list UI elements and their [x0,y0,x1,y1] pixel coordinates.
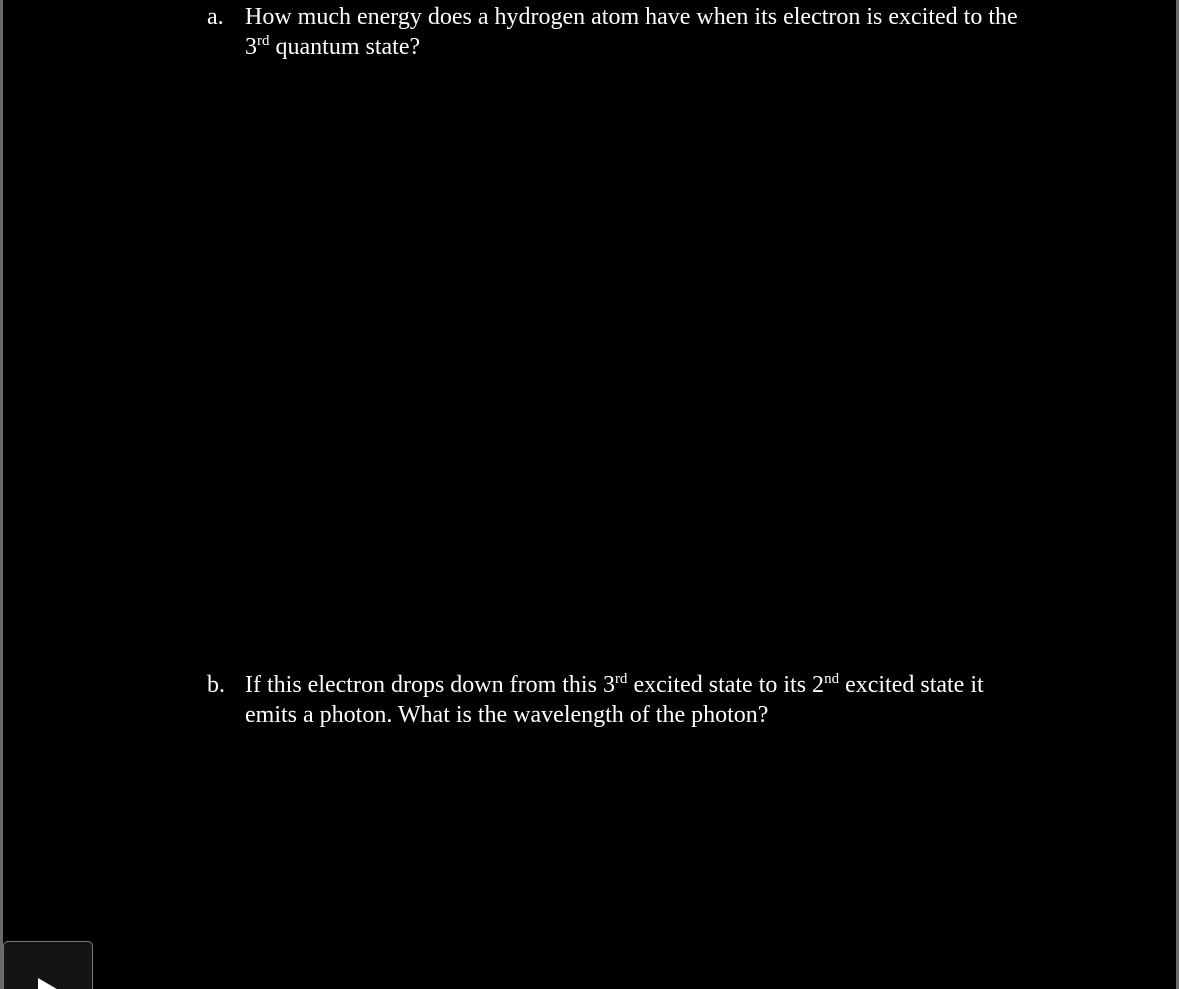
question-b-line1-post: excited state it [839,672,984,698]
question-a-state-number: 3 [245,34,257,60]
question-b-marker: b. [207,672,225,698]
question-b-line1 [245,670,1105,700]
question-b-ordinal-suffix-1: rd [614,671,628,687]
question-a-marker: a. [207,4,224,30]
play-button[interactable] [3,941,93,989]
play-icon [38,978,62,989]
question-a-line1: How much energy does a hydrogen atom have when its electron is excited to the [245,4,1018,30]
question-a-line2-rest: quantum state? [269,34,421,60]
question-b-line1-mid: excited state to its 2 [627,672,825,698]
question-a-text [245,2,1105,62]
question-b-text [245,670,1105,730]
question-b-line2: emits a photon. What is the wavelength of the photon? [245,702,769,728]
question-b-line1-pre: If this electron drops down from this 3 [245,672,615,698]
left-frame-border [0,0,3,989]
question-b-ordinal-suffix-2: nd [824,671,840,687]
question-a-line2 [245,32,1105,62]
question-a-ordinal-suffix: rd [257,33,270,49]
